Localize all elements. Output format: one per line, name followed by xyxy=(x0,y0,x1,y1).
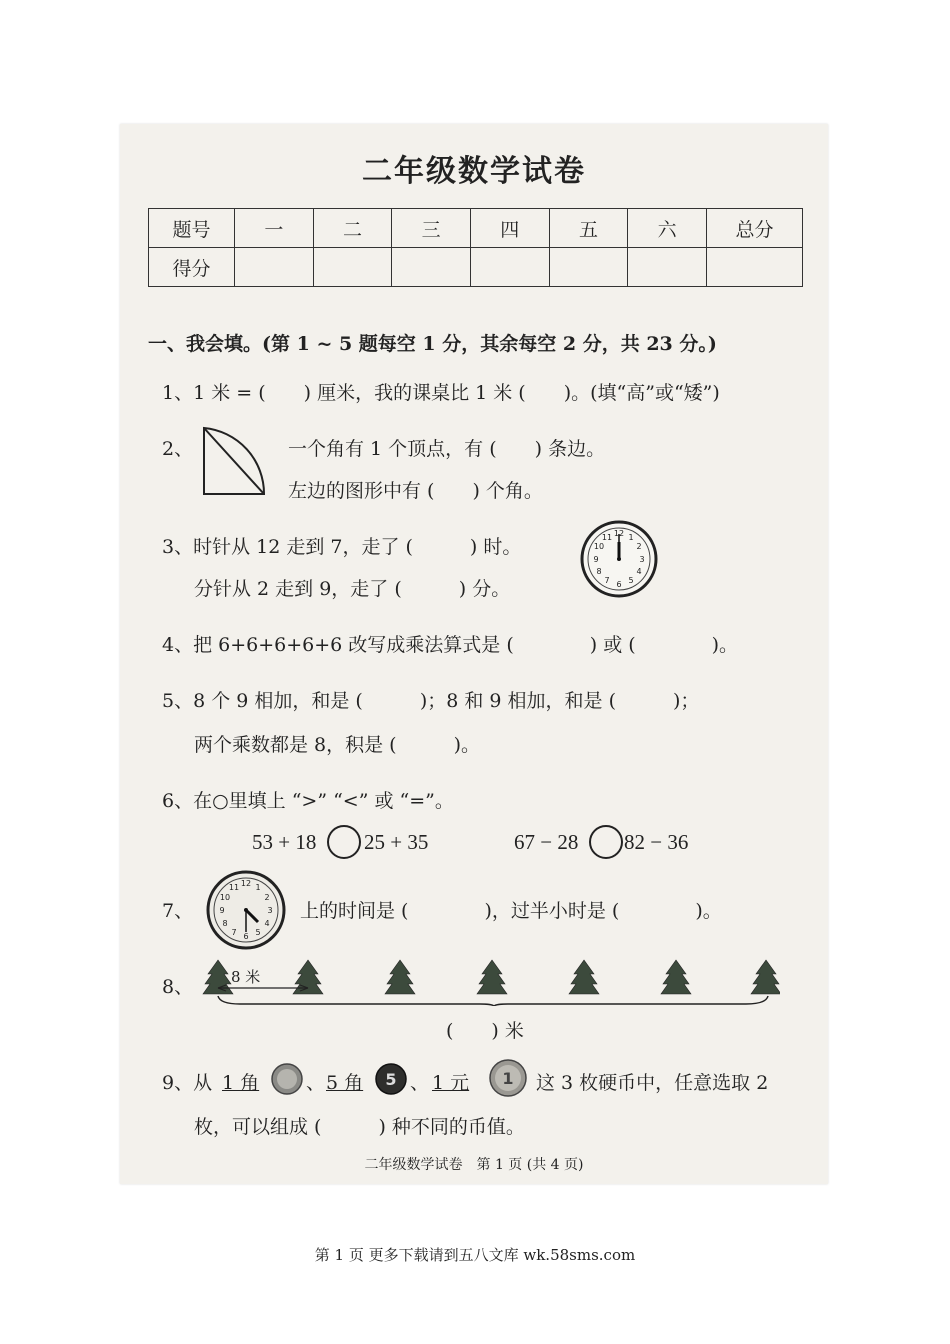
svg-text:5: 5 xyxy=(628,576,634,585)
clock-time-icon xyxy=(206,870,286,950)
svg-text:12: 12 xyxy=(613,529,625,538)
svg-text:3: 3 xyxy=(267,906,273,915)
coin-5-jiao-icon xyxy=(374,1062,408,1096)
q6-expression-right: 82 − 36 xyxy=(624,830,689,854)
svg-text:3: 3 xyxy=(639,555,645,564)
svg-text:1: 1 xyxy=(502,1069,514,1088)
score-cell[interactable] xyxy=(549,248,628,287)
table-header-cell: 六 xyxy=(628,209,707,248)
coin-1-jiao-icon xyxy=(270,1062,304,1096)
q6-expression-right: 25 + 35 xyxy=(364,830,429,854)
question-5-line-2: 两个乘数都是 8，积是 ( )。 xyxy=(194,734,480,756)
coin-label-5-jiao: 5 角 xyxy=(326,1072,364,1094)
score-cell[interactable] xyxy=(628,248,707,287)
coin-label-1-yuan: 1 元 xyxy=(432,1072,470,1094)
question-1: 1、1 米 = ( ) 厘米，我的课桌比 1 米 ( )。(填“高”或“矮”) xyxy=(162,382,720,404)
svg-text:1: 1 xyxy=(628,533,634,542)
svg-text:10: 10 xyxy=(593,542,605,551)
svg-text:11: 11 xyxy=(228,883,240,892)
sector-shape-icon xyxy=(202,426,266,496)
question-7-number: 7、 xyxy=(162,900,194,922)
tree-row-diagram xyxy=(200,958,780,1006)
paper-footer: 二年级数学试卷 第 1 页 (共 4 页) xyxy=(364,1157,584,1173)
svg-text:5: 5 xyxy=(385,1070,397,1089)
svg-text:6: 6 xyxy=(616,580,622,589)
svg-text:6: 6 xyxy=(243,932,249,941)
question-5-line-1: 5、8 个 9 相加，和是 ( )；8 和 9 相加，和是 ( )； xyxy=(162,690,700,712)
svg-text:8: 8 xyxy=(222,919,228,928)
q8-span-label: 8 米 xyxy=(231,968,261,986)
table-header-cell: 四 xyxy=(470,209,549,248)
q6-expression-left: 67 − 28 xyxy=(514,830,579,854)
compare-circle-icon[interactable] xyxy=(326,824,362,860)
question-4: 4、把 6+6+6+6+6 改写成乘法算式是 ( ) 或 ( )。 xyxy=(162,634,739,656)
svg-text:10: 10 xyxy=(219,893,231,902)
table-header-cell: 一 xyxy=(235,209,314,248)
tree-icon xyxy=(203,960,233,994)
svg-text:2: 2 xyxy=(264,893,270,902)
table-header-cell: 题号 xyxy=(149,209,235,248)
svg-text:5: 5 xyxy=(255,928,261,937)
coin-1-yuan-icon xyxy=(488,1058,528,1098)
question-9-line-2: 枚，可以组成 ( ) 种不同的币值。 xyxy=(194,1116,525,1138)
score-cell[interactable] xyxy=(707,248,803,287)
q6-expression-left: 53 + 18 xyxy=(252,830,317,854)
score-table-header-row xyxy=(149,209,803,248)
score-table-score-row xyxy=(149,248,803,287)
table-header-cell: 二 xyxy=(313,209,392,248)
exam-page: 二年级数学试卷 题号 一 二 三 四 五 六 总分 得分 一、我会填。(第 1 ~ 5 题每空 1 分，其余每空 2 分，共 23 分。) 1、1 米 = ( ) 厘米，我的课桌比 1 米 ( )。(填“高”或“矮”) 2、 一个角有 1 个顶点，有 ( ) 条边。 左边的图形中有 ( ) 个角。 3、时针从 12 走到 7，走了 ( ) 时。 分针从 2 走到 9，走了 ( ) 分。 12 1 2 3 4 5 6 7 8 9 10 11 4、把 6+6+6+6+6 改写成乘法算式是 ( ) 或 ( )。 5、8 个 9 相加，和是 ( )；8 和 9 相加，和是 ( )； 两个乘数都是 8，积是 ( )。 6、在○里填上 “>” “<” 或 “=”。 53 + 18 25 + 35 67 − 28 82 − 36 7、 12 1 2 3 4 5 6 7 8 9 10 11 上的时间是 ( )，过半小时是 ( )。 8、 8 米 ( ) 米 9、从 1 角 、 5 角 5 、 1 元 1 这 3 枚硬币中，任意选取 2 枚，可以组成 ( ) 种不同的币值。 二年级数学试卷 第 1 页 (共 4 页) xyxy=(120,124,828,1184)
question-3-line-2: 分针从 2 走到 9，走了 ( ) 分。 xyxy=(194,578,511,600)
score-cell[interactable] xyxy=(470,248,549,287)
question-2-number: 2、 xyxy=(162,438,194,460)
score-cell[interactable] xyxy=(235,248,314,287)
score-cell[interactable] xyxy=(313,248,392,287)
svg-text:7: 7 xyxy=(604,576,610,585)
question-8-number: 8、 xyxy=(162,976,194,998)
question-3-line-1: 3、时针从 12 走到 7，走了 ( ) 时。 xyxy=(162,536,522,558)
tree-icon xyxy=(477,960,507,994)
svg-text:1: 1 xyxy=(255,883,261,892)
svg-text:2: 2 xyxy=(636,542,642,551)
coin-label-1-jiao: 1 角 xyxy=(222,1072,260,1094)
question-2-line-2: 左边的图形中有 ( ) 个角。 xyxy=(288,480,543,502)
table-row-label: 得分 xyxy=(149,248,235,287)
question-7-text: 上的时间是 ( )，过半小时是 ( )。 xyxy=(300,900,722,922)
section-heading: 一、我会填。(第 1 ~ 5 题每空 1 分，其余每空 2 分，共 23 分。) xyxy=(148,333,717,355)
table-header-cell: 五 xyxy=(549,209,628,248)
compare-circle-icon[interactable] xyxy=(588,824,624,860)
score-table xyxy=(148,208,803,287)
clock-12-icon xyxy=(580,520,658,598)
svg-text:4: 4 xyxy=(636,567,642,576)
tree-icon xyxy=(661,960,691,994)
svg-text:11: 11 xyxy=(601,533,613,542)
page-title: 二年级数学试卷 xyxy=(362,154,586,189)
svg-text:7: 7 xyxy=(231,928,237,937)
question-9-start: 9、从 xyxy=(162,1072,213,1094)
score-cell[interactable] xyxy=(392,248,471,287)
svg-text:9: 9 xyxy=(593,555,599,564)
question-9-end: 这 3 枚硬币中，任意选取 2 xyxy=(536,1072,769,1094)
svg-text:9: 9 xyxy=(219,906,225,915)
question-2-line-1: 一个角有 1 个顶点，有 ( ) 条边。 xyxy=(288,438,606,460)
tree-icon xyxy=(569,960,599,994)
question-6: 6、在○里填上 “>” “<” 或 “=”。 xyxy=(162,790,454,812)
question-8-answer: ( ) 米 xyxy=(446,1020,524,1042)
tree-icon xyxy=(385,960,415,994)
svg-text:4: 4 xyxy=(264,919,270,928)
svg-text:12: 12 xyxy=(240,879,252,888)
svg-text:8: 8 xyxy=(596,567,602,576)
table-header-cell: 总分 xyxy=(707,209,803,248)
tree-icon xyxy=(751,960,780,994)
table-header-cell: 三 xyxy=(392,209,471,248)
bottom-note: 第 1 页 更多下载请到五八文库 wk.58sms.com xyxy=(314,1246,636,1264)
tree-icon xyxy=(293,960,323,994)
